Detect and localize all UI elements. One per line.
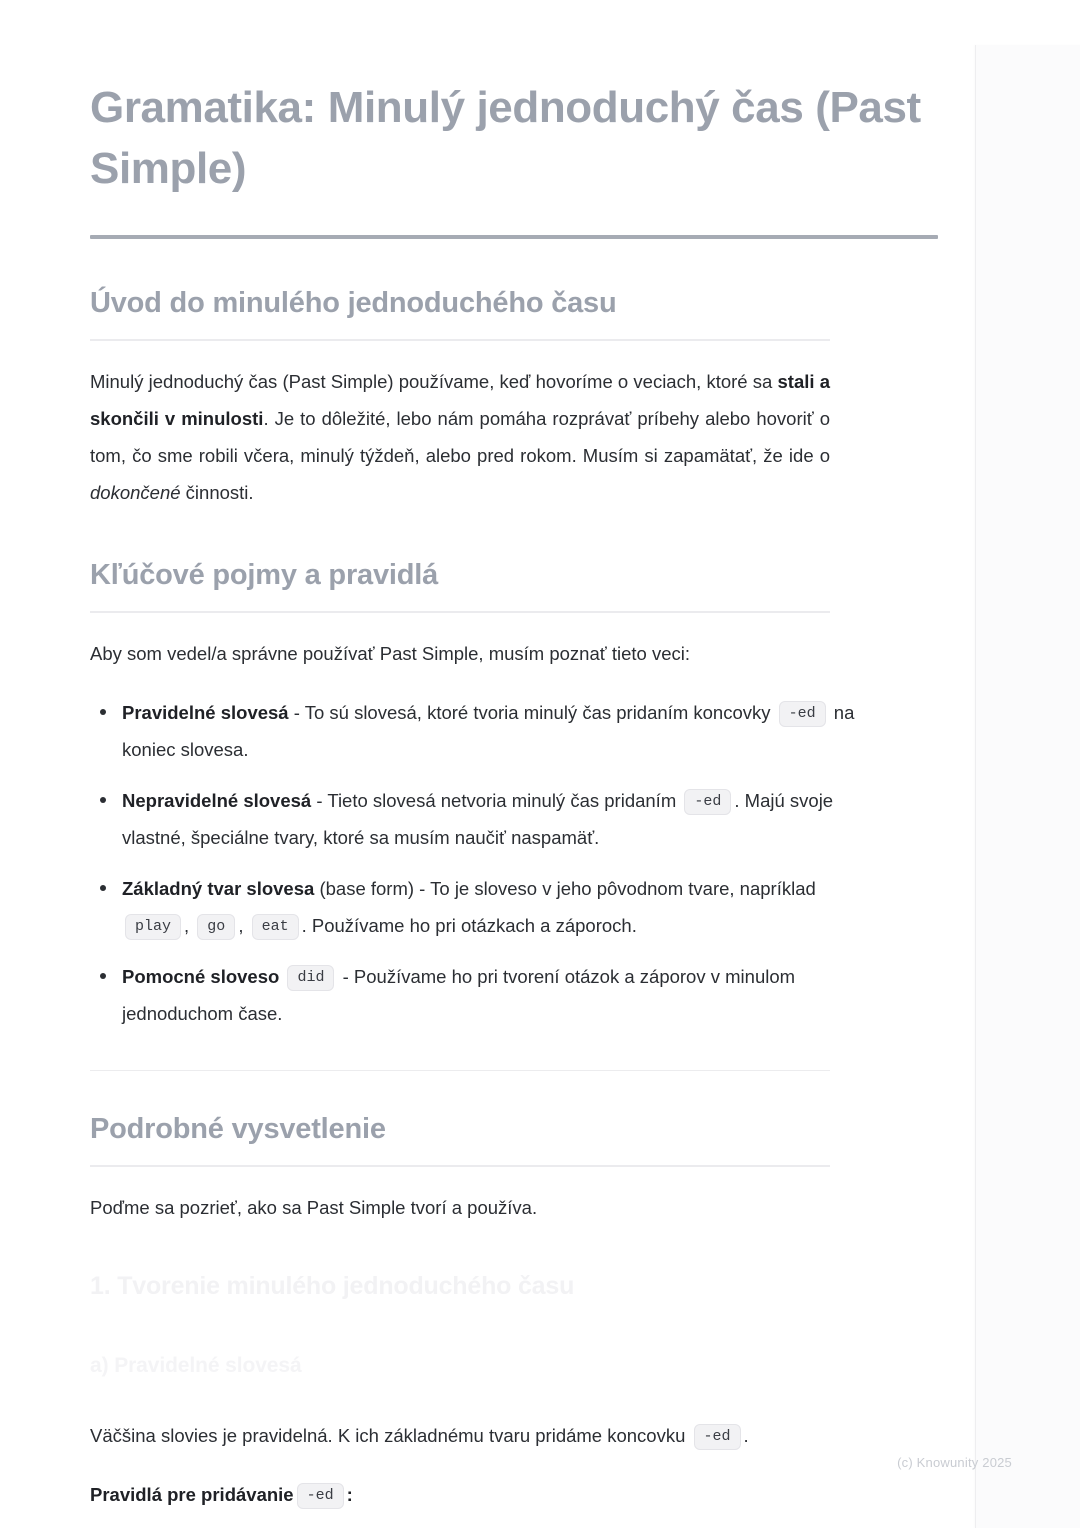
list-item-text2: na koniec slovesa. (122, 701, 855, 760)
section-heading-uvod: Úvod do minulého jednoduchého času (90, 287, 617, 320)
paragraph-podrobne-intro: Poďme sa pozrieť, ako sa Past Simple tvorí a používa. (90, 1196, 538, 1218)
subheading-tvorenie-faded: 1. Tvorenie minulého jednoduchého času (90, 1271, 575, 1300)
paragraph-uvod-part2: . Je to dôležité, lebo nám pomáha rozprávať príbehy alebo hovoriť o tom, čo sme robili včera, minulý týždeň, alebo pred rokom. Musím si zapamätať, že ide o (90, 408, 830, 467)
paragraph-uvod-part3: činnosti. (180, 482, 254, 504)
section-heading-podrobne: Podrobné vysvetlenie (90, 1112, 386, 1145)
list-item (122, 782, 872, 856)
paragraph-vacsina-part1: Väčšina slovies je pravidelná. K ich základnému tvaru pridáme koncovku (90, 1425, 691, 1447)
subheading-pravidelne-faded: a) Pravidelné slovesá (90, 1354, 302, 1377)
list-item-sep2: , (238, 914, 249, 936)
code-chip: -ed (297, 1483, 344, 1509)
paragraph-uvod-italic: dokončené (90, 482, 181, 504)
page-side-panel (975, 45, 1080, 1528)
copyright-watermark: (c) Knowunity 2025 (897, 1455, 1012, 1470)
list-item-text2: . Používame ho pri otázkach a záporoch. (301, 914, 637, 936)
code-chip: go (197, 914, 235, 940)
list-item-sep1: , (184, 914, 195, 936)
code-chip: did (287, 965, 334, 991)
section-divider-klucove-pojmy (90, 611, 830, 613)
paragraph-uvod-part1: Minulý jednoduchý čas (Past Simple) používame, keď hovoríme o veciach, ktoré sa (90, 371, 778, 393)
paragraph-uvod-bold: stali a skončili v minulosti (90, 371, 830, 430)
list-item-term: Pomocné sloveso (122, 965, 280, 987)
paragraph-vacsina-part2: . (743, 1425, 749, 1447)
code-chip: -ed (694, 1424, 741, 1450)
paragraph-klucove-intro: Aby som vedel/a správne používať Past Simple, musím poznať tieto veci: (90, 642, 690, 664)
code-chip: -ed (779, 701, 826, 727)
section-divider-uvod (90, 339, 830, 341)
section-break-divider (90, 1070, 830, 1071)
pravidla-label-bold: Pravidlá pre pridávanie (90, 1484, 294, 1506)
paragraph-pravidla-label (90, 1476, 830, 1513)
code-chip: play (125, 914, 181, 940)
list-item (122, 958, 872, 1032)
list-item (122, 870, 872, 944)
code-chip: -ed (684, 789, 731, 815)
list-item-term: Pravidelné slovesá (122, 701, 289, 723)
list-item-text2: - Používame ho pri tvorení otázok a záporov v minulom jednoduchom čase. (122, 965, 796, 1024)
paragraph-uvod (90, 363, 830, 511)
list-item-term: Nepravidelné slovesá (122, 789, 312, 811)
list-item-text1 (279, 966, 284, 987)
list-item-text1: (base form) - To je sloveso v jeho pôvodnom tvare, napríklad (314, 877, 816, 899)
section-divider-podrobne (90, 1165, 830, 1167)
list-item (122, 694, 872, 768)
list-item-text2: . Majú svoje vlastné, špeciálne tvary, ktoré sa musím naučiť naspamäť. (122, 789, 834, 848)
list-item-text1: - To sú slovesá, ktoré tvoria minulý čas pridaním koncovky (288, 701, 776, 723)
list-item-term: Základný tvar slovesa (122, 877, 315, 899)
section-heading-klucove-pojmy: Kľúčové pojmy a pravidlá (90, 559, 439, 592)
code-chip: eat (252, 914, 299, 940)
pravidla-label-colon: : (346, 1484, 353, 1506)
title-divider (90, 235, 938, 239)
page-title: Gramatika: Minulý jednoduchý čas (Past Simple) (90, 83, 921, 193)
paragraph-vacsina (90, 1417, 830, 1454)
key-terms-list (90, 694, 872, 1032)
list-item-text1: - Tieto slovesá netvoria minulý čas pridaním (311, 789, 682, 811)
